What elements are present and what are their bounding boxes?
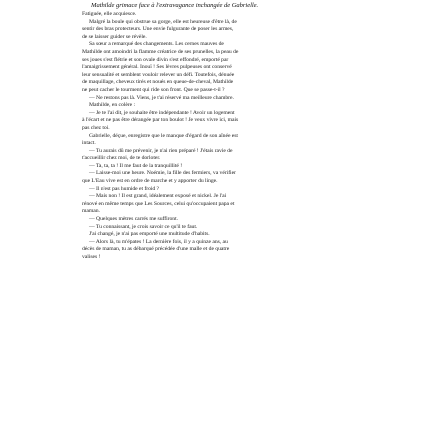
text-line: — Je te l'ai dit, je souhaite être indépendante ! Avoir un logement (89, 109, 235, 116)
text-line: — Alors là, tu m'épates ! La dernière fois, il y a quinze ans, au (89, 238, 228, 245)
text-line: intact. (82, 140, 96, 147)
text-line: — Tu aurais dû me prévenir, je n'ai rien préparé ! J'étais ravie de (89, 147, 233, 154)
text-line: leur sensualité et semblent vouloir relever un défi. Toutefois, dénuée (82, 71, 235, 78)
text-line: — Ne restons pas là. Viens, je t'ai réservé ma meilleure chambre. (89, 94, 234, 101)
text-line: — Il n'est pas humide et froid ? (89, 185, 160, 192)
text-line: Mathilde, en colère : (89, 102, 136, 109)
chapter-header: Mathilde grimace face à l'extravagance inchangée de Gabrielle. (91, 2, 259, 9)
text-line: pas chez toi. (82, 124, 110, 131)
text-line: — Ta, ta, ta ! Il me faut de la tranquillité ! (89, 162, 183, 169)
text-line: Mathilde ont amoindri la flamme créatrice de ses prunelles, la peau de (82, 48, 239, 55)
text-line: que L'Eau vive est en ordre de marche et y apporter du linge. (82, 178, 218, 185)
text-line: rénové en même temps que Les Sources, celui qu'occupaient papa et (82, 200, 235, 207)
text-line: décès de maman, tu as débarqué précédée d'une malle et de quatre (82, 246, 230, 253)
text-line: l'amaigrissement général. Inouï ! Ses lèvres pulpeuses ont conservé (82, 64, 232, 71)
text-line: — Laisse-moi une heure. Noémie, la fille des fermiers, va vérifier (89, 170, 236, 177)
text-line: Sa sœur a remarqué des changements. Les cernes mauves de (89, 41, 224, 48)
text-line: — Quelques mètres carrés me suffiront. (89, 216, 178, 223)
text-line: J'ai changé, je n'ai pas emporté une multitude d'habits. (89, 231, 210, 238)
body-text (82, 11, 365, 262)
text-line: Malgré la boule qui obstrue sa gorge, elle est heureuse d'être là, de (89, 18, 237, 25)
text-line: sentir des bras protecteurs. Une envie fulgurante de poser les armes, (82, 26, 234, 33)
text-line: Gabrielle, déçue, enregistre que le manque d'égard de son aînée est (89, 132, 238, 139)
text-line: Fatiguée, elle acquiesce. (82, 11, 137, 17)
text-line: ses joues s'est flétrie et son ovale divin s'est effondré, emporté par (82, 56, 229, 63)
text-line: à l'écart et ne pas être dérangée par ton boulot ! Je veux vivre ici, mais (82, 117, 239, 124)
text-line: valises ! (82, 254, 101, 260)
text-line: de maquillage, cheveux tirés et noués en queue-de-cheval, Mathilde (82, 79, 234, 86)
text-line: ne peut cacher le tourment qui ride son front. Que se passe-t-il ? (82, 86, 225, 93)
text-line: maman. (82, 208, 100, 215)
text-line: de se laisser guider se révèle. (82, 33, 147, 40)
text-line: — Mais non ! Il est grand, idéalement exposé et nickel. Je l'ai (89, 193, 227, 200)
text-line: — Tu connaissant, je crois savoir ce qu'il te faut. (89, 223, 198, 230)
text-line: t'accueillir chez moi, de te dorloter. (82, 155, 161, 162)
